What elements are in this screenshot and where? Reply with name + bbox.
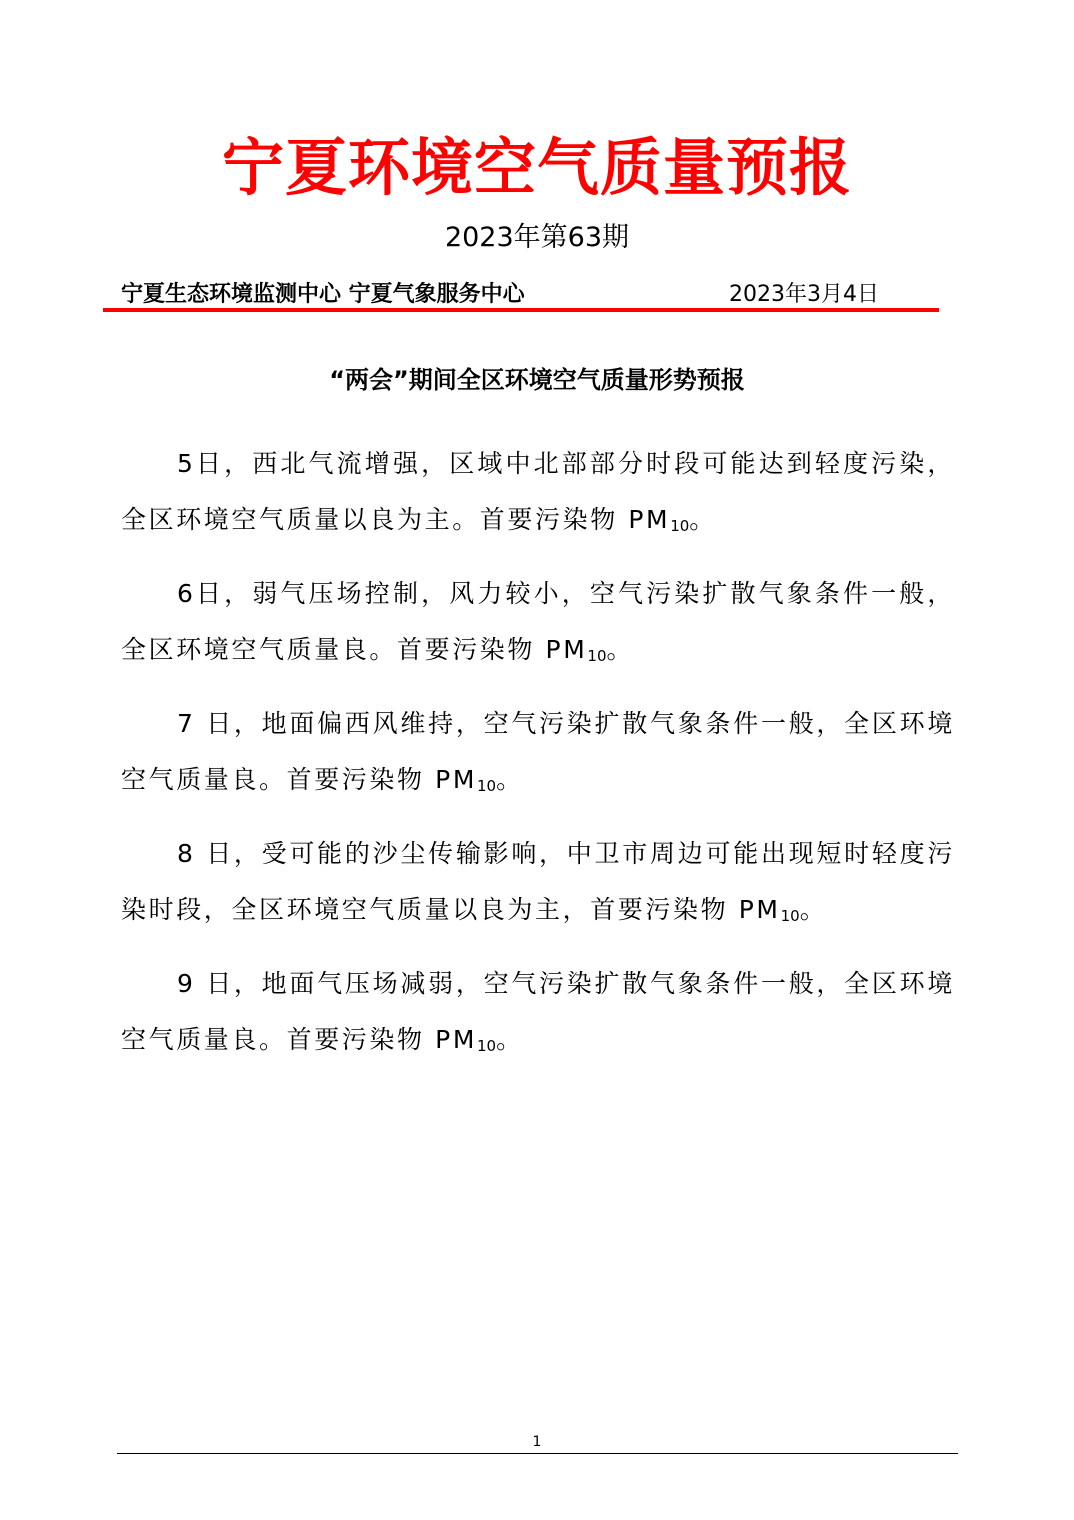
paragraph-text: 5日，西北气流增强，区域中北部部分时段可能达到轻度污染，全区环境空气质量以良为主。首要污染物 PM — [121, 449, 955, 534]
masthead-title: 宁夏环境空气质量预报 — [221, 131, 852, 204]
issue-number: 2023年第63期 — [444, 222, 630, 253]
forecast-paragraph-day-8 — [121, 826, 955, 944]
paragraph-text: 8 日，受可能的沙尘传输影响，中卫市周边可能出现短时轻度污染时段，全区环境空气质量以良为主，首要污染物 PM — [121, 839, 955, 924]
footer-rule — [117, 1453, 958, 1454]
paragraph-tail: 。 — [496, 765, 524, 794]
forecast-paragraph-day-5 — [121, 436, 955, 554]
pollutant-subscript: 10 — [780, 907, 800, 925]
paragraph-tail: 。 — [689, 505, 717, 534]
pollutant-subscript: 10 — [587, 647, 607, 665]
paragraph-tail: 。 — [799, 895, 828, 924]
paragraph-text: 7 日，地面偏西风维持，空气污染扩散气象条件一般，全区环境空气质量良。首要污染物 PM — [121, 709, 955, 794]
article-heading: “两会”期间全区环境空气质量形势预报 — [329, 366, 745, 394]
paragraph-tail: 。 — [606, 635, 635, 664]
forecast-paragraph-day-6 — [121, 566, 955, 684]
page-number: 1 — [532, 1434, 542, 1450]
publishing-organizations: 宁夏生态环境监测中心 宁夏气象服务中心 — [121, 282, 525, 307]
paragraph-text: 6日，弱气压场控制，风力较小，空气污染扩散气象条件一般，全区环境空气质量良。首要污染物 PM — [121, 579, 955, 664]
forecast-paragraph-day-7 — [121, 696, 955, 814]
paragraph-tail: 。 — [496, 1025, 524, 1054]
pollutant-subscript: 10 — [477, 1037, 497, 1055]
header-red-rule — [103, 308, 939, 312]
publication-date: 2023年3月4日 — [729, 282, 879, 307]
article-body — [121, 436, 955, 1086]
pollutant-subscript: 10 — [670, 517, 690, 535]
pollutant-subscript: 10 — [477, 777, 497, 795]
paragraph-text: 9 日，地面气压场减弱，空气污染扩散气象条件一般，全区环境空气质量良。首要污染物 PM — [121, 969, 955, 1054]
forecast-paragraph-day-9 — [121, 956, 955, 1074]
